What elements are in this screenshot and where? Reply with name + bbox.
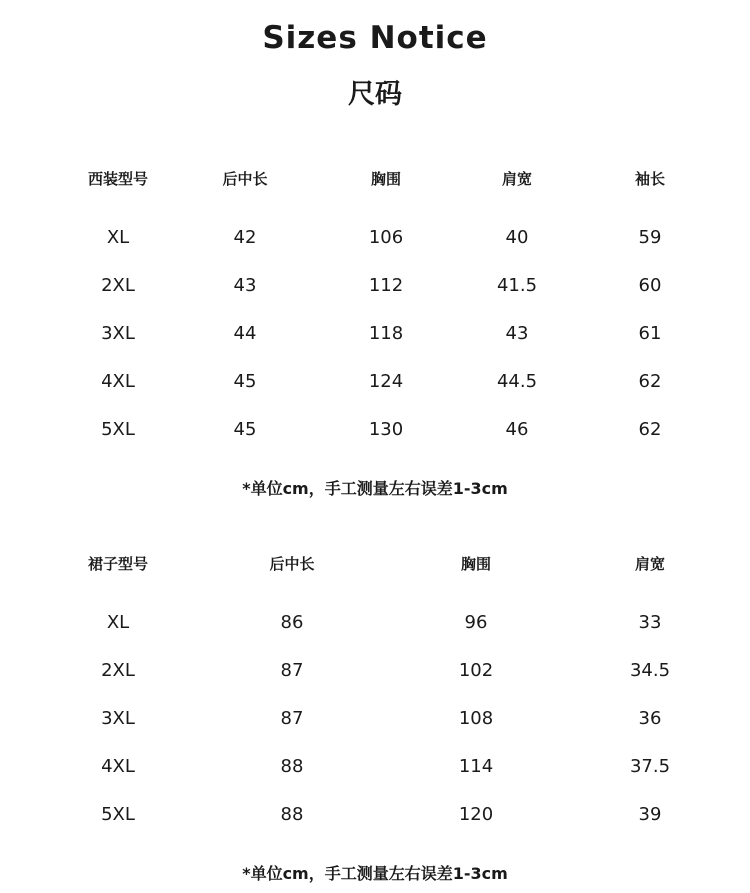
table-header-row (0, 549, 750, 579)
table-cell: 114 (458, 756, 494, 777)
table-cell: 5XL (101, 804, 135, 825)
page-title: Sizes Notice (262, 20, 488, 56)
table-cell: 130 (368, 419, 404, 440)
table-cell: 40 (505, 227, 529, 248)
table-cell: 62 (638, 371, 662, 392)
table-cell: 34.5 (629, 660, 671, 681)
table-row (0, 367, 750, 397)
table-cell: 88 (280, 804, 304, 825)
table-cell: 2XL (101, 275, 135, 296)
column-header: 裙子型号 (87, 555, 148, 573)
column-header: 肩宽 (634, 555, 665, 573)
column-header: 胸围 (370, 170, 401, 188)
table-row (0, 800, 750, 830)
table-cell: 102 (458, 660, 494, 681)
table-cell: 87 (280, 660, 304, 681)
column-header: 肩宽 (501, 170, 532, 188)
table-cell: 45 (233, 419, 257, 440)
table-cell: 4XL (101, 756, 135, 777)
table-cell: 44 (233, 323, 257, 344)
table-cell: 108 (458, 708, 494, 729)
table-cell: 62 (638, 419, 662, 440)
table-cell: 124 (368, 371, 404, 392)
table-cell: 59 (638, 227, 662, 248)
table-cell: 3XL (101, 708, 135, 729)
table-cell: 43 (233, 275, 257, 296)
table-cell: 42 (233, 227, 257, 248)
table-cell: 46 (505, 419, 529, 440)
table-cell: 86 (280, 612, 304, 633)
skirt-table-note: *单位cm，手工测量左右误差1-3cm (242, 864, 508, 883)
table-cell: 44.5 (496, 371, 538, 392)
table-cell: 37.5 (629, 756, 671, 777)
table-cell: 96 (464, 612, 488, 633)
table-row (0, 656, 750, 686)
suit-table-note: *单位cm，手工测量左右误差1-3cm (242, 479, 508, 498)
table-cell: 88 (280, 756, 304, 777)
table-cell: XL (106, 612, 130, 633)
table-row (0, 704, 750, 734)
column-header: 后中长 (269, 555, 315, 573)
table-row (0, 223, 750, 253)
table-row (0, 319, 750, 349)
table-cell: 118 (368, 323, 404, 344)
table-cell: 3XL (101, 323, 135, 344)
table-row (0, 415, 750, 445)
table-row (0, 271, 750, 301)
table-cell: 120 (458, 804, 494, 825)
table-cell: 106 (368, 227, 404, 248)
table-cell: 43 (505, 323, 529, 344)
table-row (0, 752, 750, 782)
table-cell: 4XL (101, 371, 135, 392)
table-cell: 45 (233, 371, 257, 392)
table-cell: 87 (280, 708, 304, 729)
table-cell: 36 (638, 708, 662, 729)
table-cell: 2XL (101, 660, 135, 681)
column-header: 胸围 (460, 555, 491, 573)
table-cell: 5XL (101, 419, 135, 440)
table-cell: 112 (368, 275, 404, 296)
table-cell: 39 (638, 804, 662, 825)
column-header: 西装型号 (87, 170, 148, 188)
table-cell: 61 (638, 323, 662, 344)
table-cell: XL (106, 227, 130, 248)
table-cell: 33 (638, 612, 662, 633)
column-header: 袖长 (634, 170, 665, 188)
page-subtitle: 尺码 (348, 79, 402, 110)
table-row (0, 608, 750, 638)
table-cell: 41.5 (496, 275, 538, 296)
column-header: 后中长 (222, 170, 268, 188)
table-cell: 60 (638, 275, 662, 296)
table-header-row (0, 164, 750, 194)
